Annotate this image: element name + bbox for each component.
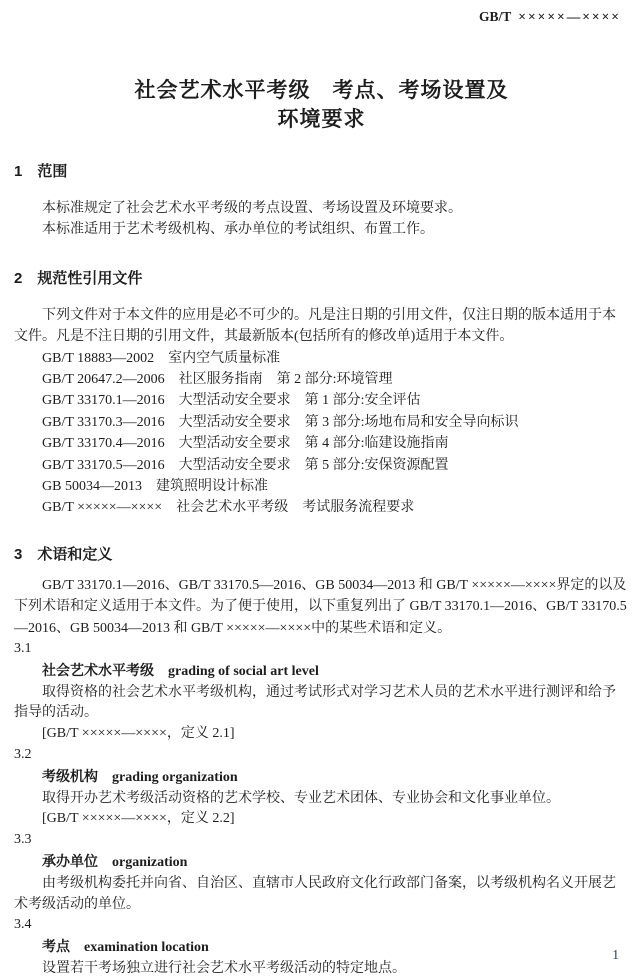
section-1-number: 1 (14, 163, 23, 180)
term-definition: 取得资格的社会艺术水平考级机构，通过考试形式对学习艺术人员的艺术水平进行测评和给予指导的活动。 (14, 684, 616, 721)
term-source: [GB/T ×××××—××××，定义 2.2] (42, 811, 235, 827)
term-title (14, 766, 629, 789)
reference-item: GB/T 20647.2—2006 社区服务指南 第 2 部分:环境管理 (42, 372, 393, 388)
terms-list (14, 639, 629, 978)
term-definition: 由考级机构委托并向省、自治区、直辖市人民政府文化行政部门备案，以考级机构名义开展艺术考级活动的单位。 (14, 875, 616, 912)
term-number: 3.1 (14, 641, 32, 657)
standard-code-number: ×××××—×××× (518, 9, 621, 24)
section-3-title: 术语和定义 (37, 545, 113, 563)
term-name-en: grading organization (112, 769, 238, 785)
term-name-zh: 考级机构 (42, 767, 98, 784)
document-title-line2: 环境要求 (277, 108, 366, 131)
term-title (14, 936, 629, 959)
reference-item: GB/T 33170.4—2016 大型活动安全要求 第 4 部分:临建设施指南 (42, 436, 449, 452)
section-2-heading (14, 269, 629, 289)
standard-code-prefix: GB/T (479, 9, 512, 24)
term-name-en: examination location (84, 940, 209, 956)
section-1-paragraph-2: 本标准适用于艺术考级机构、承办单位的考试组织、布置工作。 (42, 222, 434, 238)
document-title (14, 76, 629, 134)
section-2-title: 规范性引用文件 (37, 269, 143, 287)
section-3-heading (14, 545, 629, 565)
section-2-intro: 下列文件对于本文件的应用是必不可少的。凡是注日期的引用文件，仅注日期的版本适用于本文件。凡是不注日期的引用文件，其最新版本(包括所有的修改单)适用于本文件。 (14, 307, 616, 345)
section-1-paragraph-1: 本标准规定了社会艺术水平考级的考点设置、考场设置及环境要求。 (42, 201, 462, 216)
term-definition: 设置若干考场独立进行社会艺术水平考级活动的特定地点。 (42, 961, 406, 977)
term-name-zh: 承办单位 (42, 853, 98, 870)
reference-item: GB 50034—2013 建筑照明设计标准 (42, 479, 268, 495)
reference-item: GB/T 33170.1—2016 大型活动安全要求 第 1 部分:安全评估 (42, 393, 421, 409)
section-1-title: 范围 (37, 163, 68, 180)
page-number: 1 (612, 947, 619, 962)
term-number: 3.3 (14, 832, 32, 848)
term-title (14, 851, 629, 874)
term-definition: 取得开办艺术考级活动资格的艺术学校、专业艺术团体、专业协会和文化事业单位。 (42, 790, 560, 806)
term-number: 3.4 (14, 917, 32, 933)
term-title (14, 660, 629, 683)
term-name-zh: 社会艺术水平考级 (42, 661, 154, 678)
term-name-en: grading of social art level (168, 663, 319, 679)
term-number: 3.2 (14, 747, 32, 763)
section-3-intro: GB/T 33170.1—2016、GB/T 33170.5—2016、GB 50034—2013 和 GB/T ×××××—××××界定的以及下列术语和定义适用于本文件。为了便于使用，以下重复列出了 GB/T 33170.1—2016、GB/T 33170.5—2016、GB 50034—2013 和 GB/T ×××××—××××中的某些术语和定义。 (14, 577, 627, 636)
term-source: [GB/T ×××××—××××，定义 2.1] (42, 726, 235, 742)
reference-item: GB/T ×××××—×××× 社会艺术水平考级 考试服务流程要求 (42, 500, 415, 516)
section-3-number: 3 (14, 545, 23, 563)
reference-item: GB/T 33170.3—2016 大型活动安全要求 第 3 部分:场地布局和安全导向标识 (42, 414, 519, 430)
term-name-zh: 考点 (42, 938, 70, 955)
reference-item: GB/T 18883—2002 室内空气质量标准 (42, 350, 281, 366)
term-name-en: organization (112, 855, 188, 871)
section-2-number: 2 (14, 269, 23, 287)
reference-item: GB/T 33170.5—2016 大型活动安全要求 第 5 部分:安保资源配置 (42, 457, 449, 473)
section-1-heading (14, 162, 629, 182)
standard-code (14, 8, 629, 26)
document-title-line1: 社会艺术水平考级 考点、考场设置及 (134, 79, 509, 102)
